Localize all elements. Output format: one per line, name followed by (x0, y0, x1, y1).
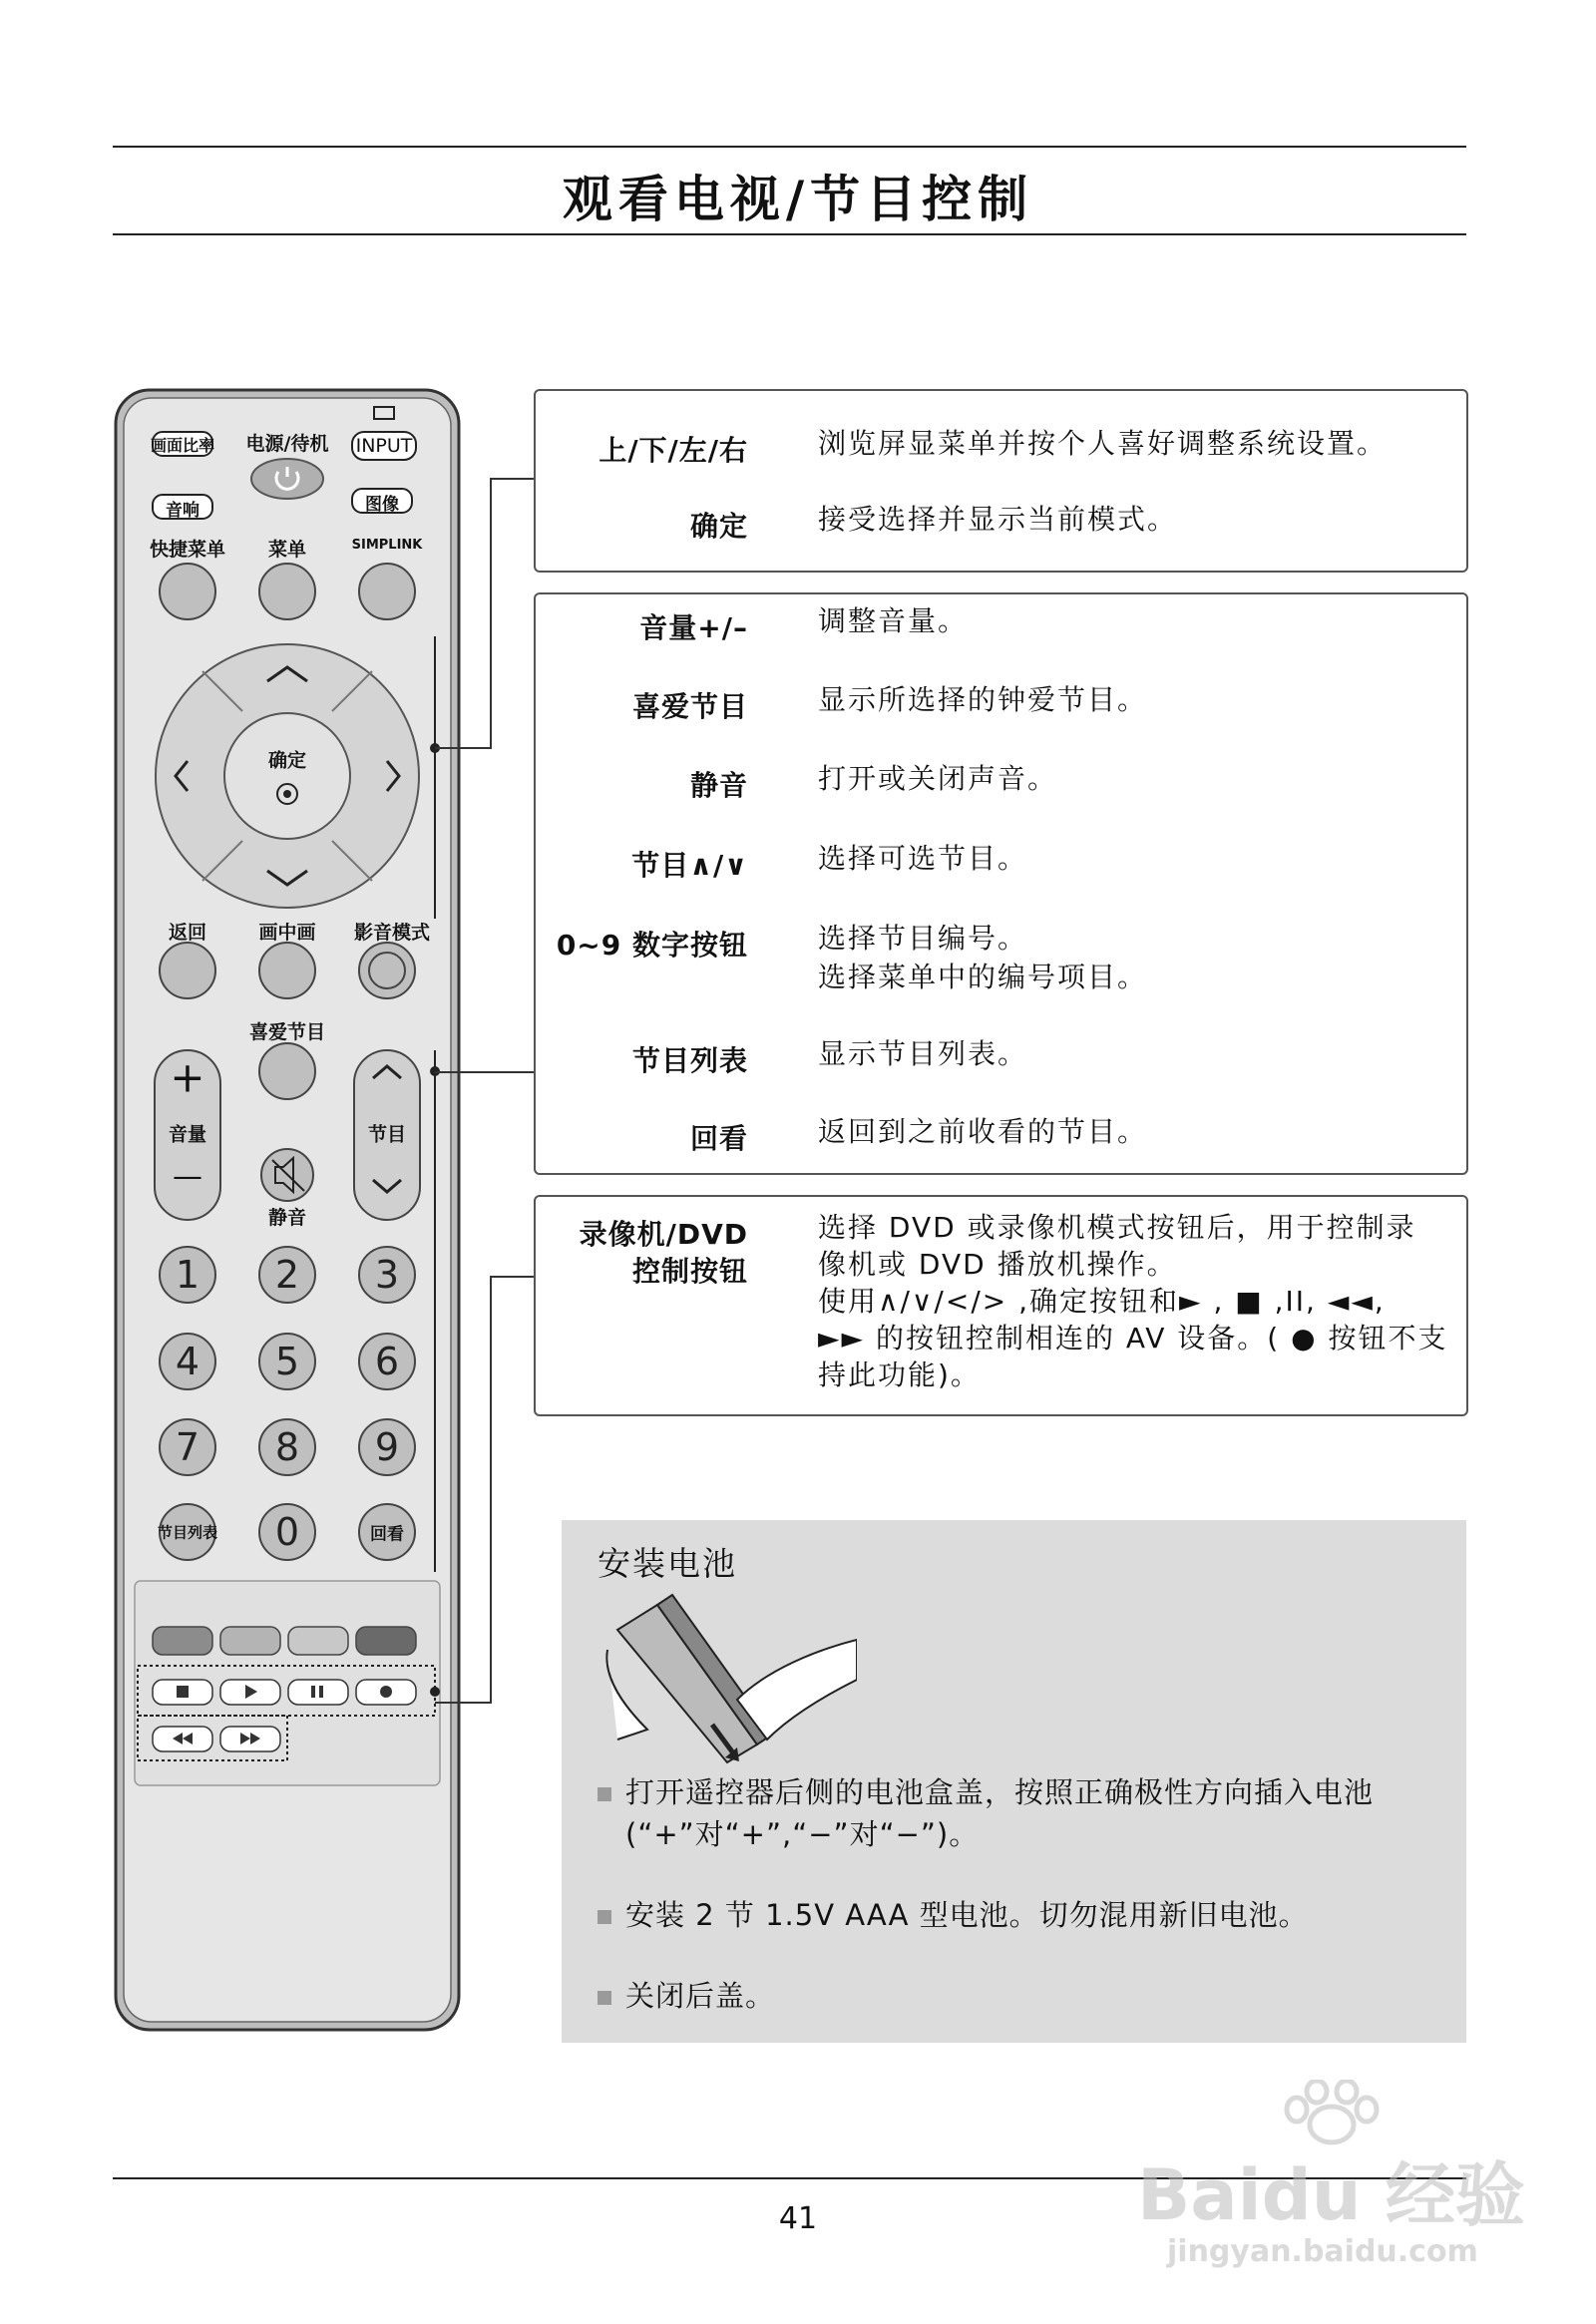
back-label: 返回 (168, 922, 207, 944)
page-title: 观看电视/节目控制 (562, 171, 1034, 228)
mute-label: 静音 (267, 1207, 307, 1229)
volume-label: 音量 (168, 1123, 207, 1146)
num-button-0: 0 (274, 1510, 300, 1554)
menu-button (259, 564, 315, 619)
quick-menu-button (160, 564, 215, 619)
num-button-3: 3 (374, 1253, 400, 1297)
row-desc-2: 选择菜单中的编号项目。 (818, 961, 1148, 993)
pip-label: 画中画 (258, 922, 316, 944)
baidu-watermark (1127, 2080, 1526, 2279)
row-desc-line: ►► 的按钮控制相连的 AV 设备。( ● 按钮不支 (818, 1322, 1448, 1355)
volume-minus-icon: — (173, 1159, 202, 1195)
remote-control-illustration (113, 387, 462, 2033)
num-button-6: 6 (374, 1340, 400, 1383)
quick-menu-label: 快捷菜单 (149, 539, 226, 561)
row-desc-line: 持此功能)。 (818, 1358, 981, 1391)
row-desc: 调整音量。 (818, 604, 969, 637)
row-label: 节目列表 (631, 1044, 748, 1077)
row-desc-line: 像机或 DVD 播放机操作。 (818, 1248, 1177, 1281)
battery-step-1: 打开遥控器后侧的电池盒盖，按照正确极性方向插入电池 (“+”对“+”,“−”对“−”)。 (598, 1771, 1374, 1855)
row-desc: 显示所选择的钟爱节目。 (818, 683, 1148, 716)
callout-lines (435, 469, 537, 1716)
row-desc: 显示节目列表。 (818, 1037, 1028, 1070)
av-mode-button (359, 943, 415, 998)
fav-label: 喜爱节目 (248, 1021, 326, 1043)
row-label-2: 控制按钮 (631, 1255, 748, 1288)
num-button-8: 8 (274, 1425, 300, 1469)
row-label: 节目∧/∨ (631, 849, 748, 882)
bullet-square-icon (598, 1787, 611, 1801)
row-desc: 选择节目编号。 (818, 922, 1028, 955)
title-underline (113, 233, 1466, 235)
aspect-label: 画面比率 (150, 436, 215, 455)
page-number: 41 (778, 2201, 818, 2236)
battery-step-3: 关闭后盖。 (598, 1975, 775, 2017)
simplink-label: SIMPLINK (351, 538, 423, 553)
battery-title: 安装电池 (598, 1544, 737, 1583)
num-button-5: 5 (274, 1340, 300, 1383)
watermark-url: jingyan.baidu.com (1167, 2234, 1478, 2269)
bullet-square-icon (598, 1991, 611, 2005)
picture-label: 图像 (365, 495, 399, 515)
fav-button (259, 1043, 315, 1099)
battery-step-2: 安装 2 节 1.5V AAA 型电池。切勿混用新旧电池。 (598, 1894, 1309, 1936)
input-label: INPUT (355, 435, 413, 457)
battery-install-illustration (598, 1590, 857, 1764)
row-label: 音量+/– (639, 611, 748, 644)
num-button-4: 4 (175, 1340, 200, 1383)
volume-plus-icon: + (170, 1052, 205, 1102)
row-desc: 打开或关闭声音。 (818, 762, 1058, 795)
vcr-dvd-info-box (534, 1195, 1468, 1416)
back-button (160, 943, 215, 998)
row-desc: 选择可选节目。 (818, 842, 1028, 875)
row-desc-line: 选择 DVD 或录像机模式按钮后，用于控制录 (818, 1211, 1416, 1244)
pip-button (259, 943, 315, 998)
ok-button (224, 713, 350, 839)
bullet-square-icon (598, 1910, 611, 1924)
num-button-9: 9 (374, 1425, 400, 1469)
row-desc: 接受选择并显示当前模式。 (818, 503, 1178, 536)
row-label: 上/下/左/右 (598, 434, 748, 467)
row-desc: 浏览屏显菜单并按个人喜好调整系统设置。 (818, 427, 1388, 460)
row-label: 录像机/DVD (579, 1218, 748, 1251)
audio-label: 音响 (166, 501, 200, 521)
battery-install-panel (562, 1520, 1466, 2043)
qview-button-label: 回看 (370, 1524, 404, 1545)
list-button-label: 节目列表 (157, 1523, 218, 1542)
num-button-1: 1 (175, 1253, 200, 1297)
power-label: 电源/待机 (245, 433, 329, 455)
row-label: 回看 (689, 1122, 748, 1155)
simplink-button (359, 564, 415, 619)
row-label: 静音 (689, 769, 748, 802)
ok-label: 确定 (267, 749, 307, 772)
row-label: 确定 (689, 510, 748, 543)
num-button-7: 7 (175, 1425, 200, 1469)
row-desc: 返回到之前收看的节目。 (818, 1115, 1148, 1148)
tv-control-info-box (534, 592, 1468, 1175)
row-label: 喜爱节目 (631, 690, 748, 723)
av-mode-label: 影音模式 (353, 922, 431, 944)
watermark-brand: Baidu 经验 (1137, 2154, 1525, 2236)
num-button-2: 2 (274, 1253, 300, 1297)
menu-label: 菜单 (267, 539, 307, 561)
power-button (251, 459, 323, 499)
top-rule (113, 146, 1466, 148)
channel-label: 节目 (367, 1123, 407, 1146)
row-label: 0~9 数字按钮 (556, 929, 748, 962)
navigation-info-box (534, 389, 1468, 573)
row-desc-line: 使用∧/∨/</> ,确定按钮和► , ■ ,II, ◄◄, (818, 1285, 1386, 1318)
